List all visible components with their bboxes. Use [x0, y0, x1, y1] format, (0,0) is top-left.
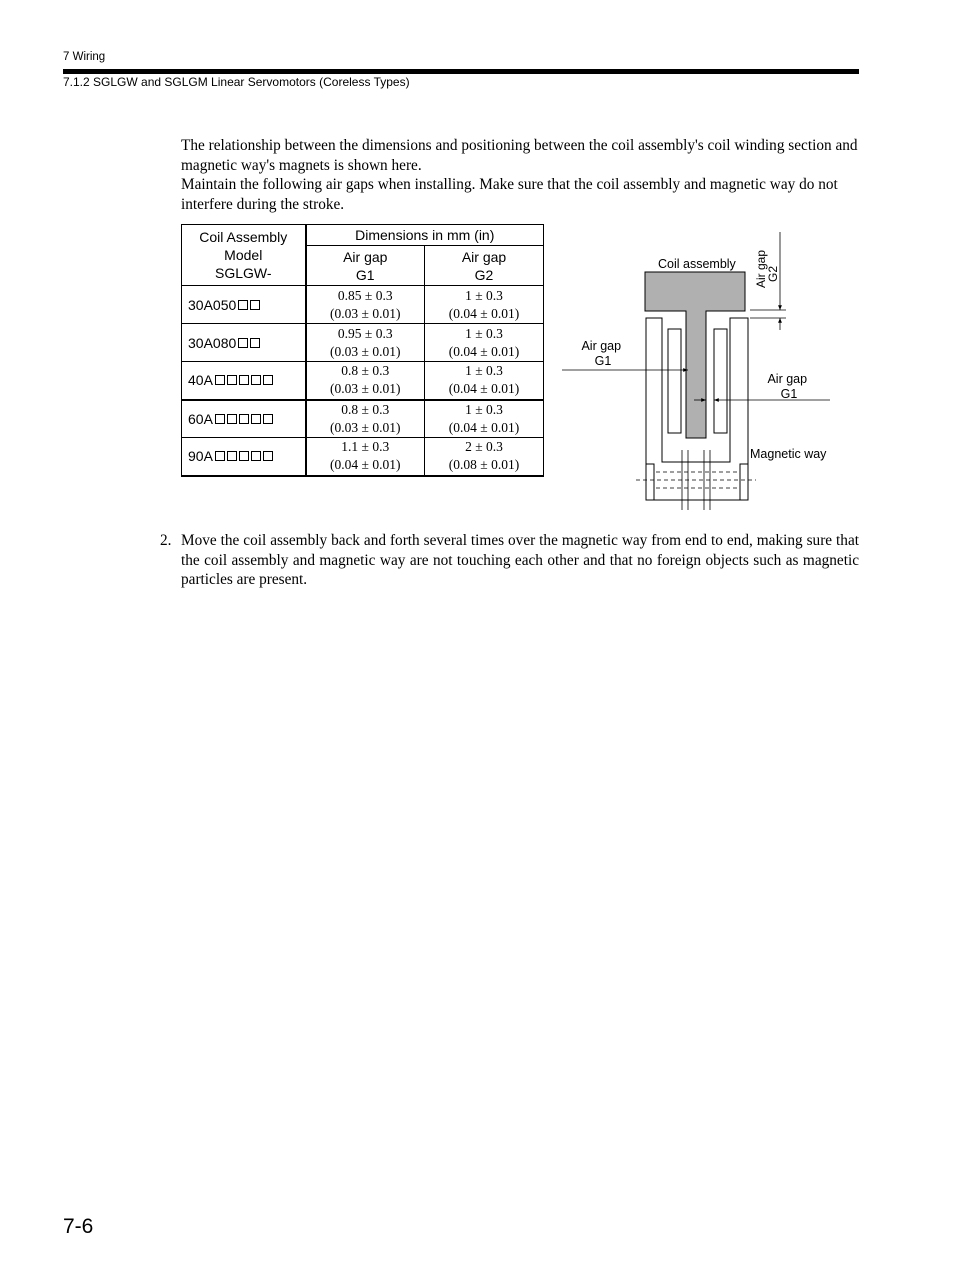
- placeholder-box-icon: [239, 414, 249, 424]
- air-gap-table: [181, 224, 544, 477]
- g2-cell: [425, 324, 544, 362]
- label-air-gap-g1-left: [581, 339, 624, 368]
- model-cell: [182, 286, 306, 324]
- g2-in: (0.04 ± 0.01): [448, 343, 520, 359]
- label-air-gap-g2-line1: Air gap: [754, 249, 768, 288]
- g2-in: (0.04 ± 0.01): [448, 305, 520, 321]
- placeholder-box-icon: [250, 338, 260, 348]
- intro-paragraph-2: Maintain the following air gaps when installing. Make sure that the coil assembly and magnetic way do not interfere during the stroke.: [181, 176, 838, 213]
- placeholder-box-icon: [227, 451, 237, 461]
- placeholder-box-icon: [239, 375, 249, 385]
- magnet-left: [668, 329, 681, 433]
- table-row: [182, 400, 544, 438]
- placeholder-box-icon: [227, 375, 237, 385]
- placeholder-box-icon: [238, 338, 248, 348]
- g1-in: (0.04 ± 0.01): [330, 457, 401, 473]
- header-model-line: SGLGW-: [214, 265, 272, 281]
- header-g1-line: G1: [355, 266, 375, 283]
- g1-in: (0.03 ± 0.01): [330, 343, 401, 359]
- g2-mm: 2 ± 0.3: [465, 439, 503, 455]
- air-gap-diagram: [558, 226, 838, 516]
- intro-paragraph-1: The relationship between the dimensions and positioning between the coil assembly's coil winding section and magnetic way's magnets is shown here.: [181, 137, 858, 174]
- placeholder-box-icon: [250, 300, 260, 310]
- table-row: [182, 438, 544, 476]
- label-coil-assembly: Coil assembly: [658, 257, 736, 271]
- label-air-gap-g2-line2: G2: [766, 265, 780, 282]
- placeholder-box-icon: [238, 300, 248, 310]
- table-row: [182, 286, 544, 324]
- header-g2-line: G2: [474, 266, 494, 283]
- model-cell: [182, 400, 306, 438]
- label-air-gap-g1-left-line1: Air gap: [581, 339, 622, 353]
- header-chapter: 7 Wiring: [63, 51, 106, 63]
- g1-mm: 1.1 ± 0.3: [341, 439, 390, 455]
- header-rule: [63, 69, 859, 74]
- header-dimensions: Dimensions in mm (in): [306, 225, 544, 246]
- placeholder-box-icon: [263, 375, 273, 385]
- model-cell: [182, 324, 306, 362]
- g2-mm: 1 ± 0.3: [465, 287, 503, 303]
- placeholder-box-icon: [263, 451, 273, 461]
- g2-cell: [425, 438, 544, 476]
- label-air-gap-g1-right-line2: G1: [780, 387, 798, 401]
- g2-cell: [425, 286, 544, 324]
- model-text: 40A: [188, 372, 213, 389]
- header-section: 7.1.2 SGLGW and SGLGM Linear Servomotors (Coreless Types): [63, 75, 410, 89]
- g2-mm: 1 ± 0.3: [465, 363, 503, 379]
- g2-mm: 1 ± 0.3: [465, 325, 503, 341]
- placeholder-box-icon: [251, 451, 261, 461]
- header-g1-line: Air gap: [343, 248, 388, 265]
- header-g1: [306, 246, 425, 286]
- model-text: 30A050: [188, 296, 237, 313]
- placeholder-box-icon: [263, 414, 273, 424]
- magnet-right: [714, 329, 727, 433]
- header-model-line: Coil Assembly: [199, 229, 288, 245]
- g1-cell: [306, 400, 425, 438]
- g1-cell: [306, 286, 425, 324]
- step-number: 2.: [160, 532, 172, 549]
- model-cell: [182, 438, 306, 476]
- base-block-right: [740, 464, 748, 500]
- g1-in: (0.03 ± 0.01): [330, 381, 401, 397]
- g1-mm: 0.8 ± 0.3: [341, 363, 390, 379]
- g2-in: (0.04 ± 0.01): [448, 381, 520, 397]
- g1-mm: 0.95 ± 0.3: [337, 325, 393, 341]
- placeholder-box-icon: [227, 414, 237, 424]
- label-magnetic-way: Magnetic way: [750, 447, 827, 461]
- placeholder-box-icon: [251, 414, 261, 424]
- header-model-cell: [182, 225, 306, 286]
- model-cell: [182, 362, 306, 400]
- model-text: 30A080: [188, 334, 237, 351]
- label-air-gap-g1-right: [767, 372, 810, 401]
- placeholder-box-icon: [215, 375, 225, 385]
- label-air-gap-g2: [754, 247, 780, 288]
- header-g2-line: Air gap: [461, 248, 507, 265]
- step-text: Move the coil assembly back and forth several times over the magnetic way from end to end, making sure that the coil assembly and magnetic way are not touching each other and that no foreign objects such as magnetic particles are present.: [181, 532, 859, 588]
- g1-cell: [306, 324, 425, 362]
- g2-cell: [425, 362, 544, 400]
- model-text: 90A: [188, 448, 213, 465]
- model-text: 60A: [188, 410, 213, 427]
- placeholder-box-icon: [239, 451, 249, 461]
- g1-mm: 0.85 ± 0.3: [337, 287, 393, 303]
- placeholder-box-icon: [215, 451, 225, 461]
- header-g2: [425, 246, 544, 286]
- g1-in: (0.03 ± 0.01): [330, 419, 401, 435]
- g1-cell: [306, 438, 425, 476]
- g2-mm: 1 ± 0.3: [465, 401, 503, 417]
- placeholder-box-icon: [251, 375, 261, 385]
- table-row: [182, 362, 544, 400]
- label-air-gap-g1-right-line1: Air gap: [767, 372, 808, 386]
- base-block-left: [646, 464, 654, 500]
- page-number: 7-6: [63, 1215, 94, 1238]
- placeholder-box-icon: [215, 414, 225, 424]
- g2-in: (0.04 ± 0.01): [448, 419, 520, 435]
- g2-cell: [425, 400, 544, 438]
- g2-in: (0.08 ± 0.01): [448, 457, 520, 473]
- g1-mm: 0.8 ± 0.3: [341, 401, 390, 417]
- label-air-gap-g1-left-line2: G1: [594, 354, 612, 368]
- g1-cell: [306, 362, 425, 400]
- g1-in: (0.03 ± 0.01): [330, 305, 401, 321]
- header-model-line: Model: [224, 247, 263, 263]
- table-row: [182, 324, 544, 362]
